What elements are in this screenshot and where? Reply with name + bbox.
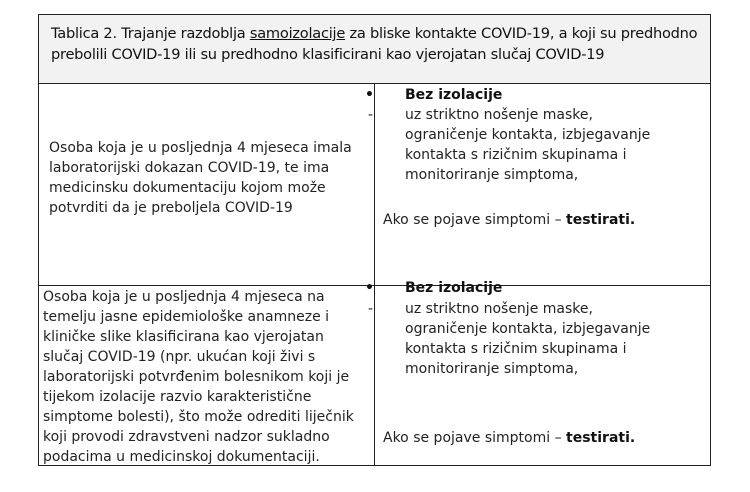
dash-icon: - xyxy=(368,107,374,123)
row2-note-bold: testirati. xyxy=(566,430,636,446)
row2-left-cell xyxy=(43,287,354,467)
row2-left-line: tijekom izolacije razvio karakteristične xyxy=(43,389,312,405)
row2-left-line: laboratorijski potvrđenim bolesnikom koji je xyxy=(43,369,350,385)
bullet-icon: • xyxy=(365,280,374,296)
caption-line2: prebolili COVID-19 ili su predhodno klasificirani kao vjerojatan slučaj COVID-19 xyxy=(51,46,605,63)
row2-sub-line: uz striktno nošenje maske, xyxy=(405,301,593,317)
row2-left-line: Osoba koja je u posljednja 4 mjeseca na xyxy=(43,289,325,305)
row1-left-cell xyxy=(49,138,352,218)
table-caption-row xyxy=(39,15,710,84)
row2-sub-line: kontakta s rizičnim skupinama i xyxy=(405,341,627,357)
row2-left-line: simptome bolesti), što može odrediti liječnik xyxy=(43,409,354,425)
row2-left-line: temelju jasne epidemiološke anamneze i xyxy=(43,309,330,325)
row1-left-line: Osoba koja je u posljednja 4 mjeseca imala xyxy=(49,140,352,156)
row1-sub-line: ograničenje kontakta, izbjegavanje xyxy=(405,127,651,143)
table-caption xyxy=(51,23,706,65)
caption-underlined-word: samoizolacije xyxy=(249,25,346,42)
row1-sub-line: uz striktno nošenje maske, xyxy=(405,107,593,123)
row1-sub-line: kontakta s rizičnim skupinama i xyxy=(405,147,627,163)
row1-sub-list xyxy=(405,105,650,185)
row1-left-line: potvrditi da je preboljela COVID-19 xyxy=(49,200,293,216)
column-divider xyxy=(374,84,375,465)
row2-left-line: kliničke slike klasificirana kao vjerojatan xyxy=(43,329,324,345)
row2-note-text: Ako se pojave simptomi – xyxy=(383,430,567,446)
caption-prefix: Tablica 2. Trajanje razdoblja xyxy=(51,25,250,42)
row1-left-line: laboratorijski dokazan COVID-19, te ima xyxy=(49,160,330,176)
bullet-icon: • xyxy=(365,87,374,103)
row2-left-line: podacima u medicinskoj dokumentaciji. xyxy=(43,449,320,465)
row1-note xyxy=(383,210,635,230)
row2-sub-line: ograničenje kontakta, izbjegavanje xyxy=(405,321,651,337)
caption-line1-rest: za bliske kontakte COVID-19, a koji su predhodno xyxy=(345,25,698,42)
row2-note xyxy=(383,428,635,448)
row1-left-line: medicinsku dokumentaciju kojom može xyxy=(49,180,326,196)
row2-bullet-label: Bez izolacije xyxy=(405,280,503,296)
row1-note-text: Ako se pojave simptomi – xyxy=(383,212,567,228)
row1-sub-line: monitoriranje simptoma, xyxy=(405,167,579,183)
row1-note-bold: testirati. xyxy=(566,212,636,228)
row2-sub-line: monitoriranje simptoma, xyxy=(405,361,579,377)
row2-left-line: slučaj COVID-19 (npr. ukućan koji živi s xyxy=(43,349,316,365)
row2-left-line: koji provodi zdravstveni nadzor sukladno xyxy=(43,429,330,445)
dash-icon: - xyxy=(368,301,374,317)
row2-sub-list xyxy=(405,299,650,379)
row1-bullet-label: Bez izolacije xyxy=(405,87,503,103)
